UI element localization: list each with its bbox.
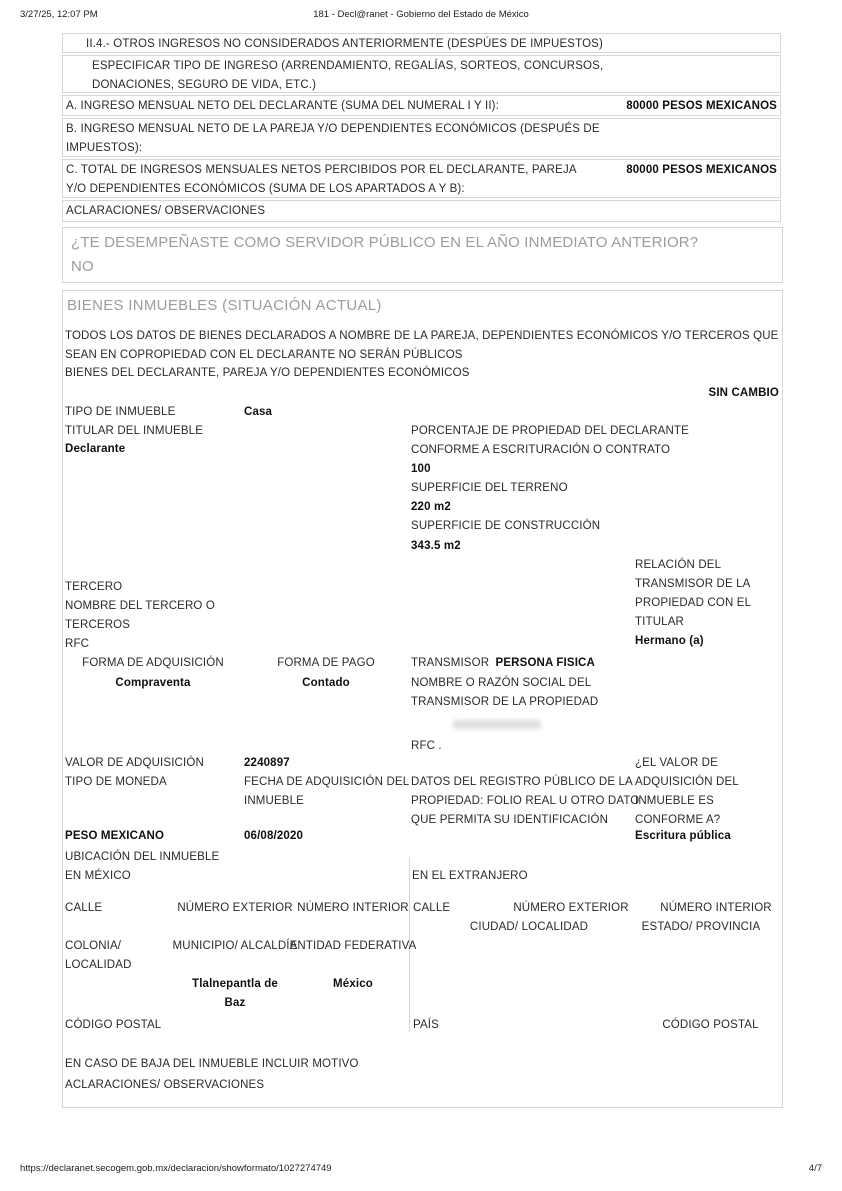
porcentaje-label: PORCENTAJE DE PROPIEDAD DEL DECLARANTE CONFORME A ESCRITURACIÓN O CONTRATO [411, 425, 689, 456]
servidor-publico-question: ¿TE DESEMPEÑASTE COMO SERVIDOR PÚBLICO EN EL AÑO INMEDIATO ANTERIOR? [71, 234, 699, 251]
document-title: 181 - Decl@ranet - Gobierno del Estado de México [313, 9, 529, 20]
en-mexico-label: EN MÉXICO [65, 870, 131, 882]
row-a-value: 80000 PESOS MEXICANOS [626, 100, 777, 112]
entidad-federativa-value: México [333, 978, 373, 990]
numero-interior-mx-label: NÚMERO INTERIOR [297, 902, 409, 914]
row-c-label: C. TOTAL DE INGRESOS MENSUALES NETOS PERCIBIDOS POR EL DECLARANTE, PAREJA Y/O DEPENDIENTES ECONÓMICOS (SUMA DE LOS APARTADOS A Y B): [66, 164, 577, 195]
forma-pago-value: Contado [302, 677, 350, 689]
tipo-inmueble-value: Casa [244, 406, 273, 418]
tipo-moneda-label: TIPO DE MONEDA [65, 776, 167, 788]
nombre-tercero-label: NOMBRE DEL TERCERO O TERCEROS [65, 600, 215, 631]
baja-inmueble-label: EN CASO DE BAJA DEL INMUEBLE INCLUIR MOTIVO [65, 1058, 359, 1070]
superficie-construccion-value: 343.5 m2 [411, 540, 461, 552]
colonia-label: COLONIA/ LOCALIDAD [65, 940, 132, 971]
valor-adquisicion-value: 2240897 [244, 757, 290, 769]
forma-adquisicion-value: Compraventa [115, 677, 191, 689]
row-b-label: B. INGRESO MENSUAL NETO DE LA PAREJA Y/O DEPENDIENTES ECONÓMICOS (DESPUÉS DE IMPUESTOS): [66, 123, 600, 154]
superficie-terreno-value: 220 m2 [411, 501, 451, 513]
tipo-inmueble-label: TIPO DE INMUEBLE [65, 406, 176, 418]
transmisor-line [411, 654, 595, 673]
row-ii4-label: II.4.- OTROS INGRESOS NO CONSIDERADOS ANTERIORMENTE (DESPÚES DE IMPUESTOS) [86, 38, 603, 50]
en-extranjero-label: EN EL EXTRANJERO [412, 870, 528, 882]
rfc-transmisor-label: RFC . [411, 740, 442, 752]
superficie-construccion-label: SUPERFICIE DE CONSTRUCCIÓN [411, 520, 601, 532]
table-row [62, 95, 781, 116]
row-c-value: 80000 PESOS MEXICANOS [626, 164, 777, 176]
section-title: BIENES INMUEBLES (SITUACIÓN ACTUAL) [67, 297, 382, 314]
titular-label: TITULAR DEL INMUEBLE [65, 425, 204, 437]
titular-value: Declarante [65, 443, 126, 455]
superficie-terreno-label: SUPERFICIE DEL TERRENO [411, 482, 568, 494]
transmisor-label: TRANSMISOR [411, 657, 490, 669]
numero-exterior-mx-label: NÚMERO EXTERIOR [177, 902, 293, 914]
codigo-postal-mx-label: CÓDIGO POSTAL [65, 1019, 162, 1031]
municipio-label: MUNICIPIO/ ALCALDÍA [172, 940, 298, 952]
registro-publico-label: DATOS DEL REGISTRO PÚBLICO DE LA PROPIEDAD: FOLIO REAL U OTRO DATO QUE PERMITA SU IDENTIFICACIÓN [411, 776, 640, 826]
redacted-text [453, 720, 541, 729]
entidad-federativa-label: ENTIDAD FEDERATIVA [289, 940, 417, 952]
valor-conforme-label: ¿EL VALOR DE ADQUISICIÓN DEL INMUEBLE ES CONFORME A? [635, 757, 739, 826]
rfc-tercero-label: RFC [65, 638, 90, 650]
ubicacion-label: UBICACIÓN DEL INMUEBLE [65, 851, 220, 863]
forma-adquisicion-label: FORMA DE ADQUISICIÓN [82, 657, 224, 669]
table-row [62, 118, 781, 157]
row-especificar-label: ESPECIFICAR TIPO DE INGRESO (ARRENDAMIENTO, REGALÍAS, SORTEOS, CONCURSOS, DONACIONES, SEGURO DE VIDA, ETC.) [92, 60, 604, 91]
table-row [62, 55, 781, 93]
servidor-publico-box [62, 227, 783, 283]
calle-ext-label: CALLE [413, 902, 451, 914]
bienes-subtitulo: BIENES DEL DECLARANTE, PAREJA Y/O DEPENDIENTES ECONÓMICOS [65, 367, 470, 379]
bienes-inmuebles-box [62, 290, 783, 1108]
print-url: https://declaranet.secogem.gob.mx/declaracion/showformato/1027274749 [20, 1163, 332, 1174]
ciudad-localidad-label: CIUDAD/ LOCALIDAD [469, 921, 589, 933]
table-row [62, 33, 781, 53]
nombre-razon-social-label: NOMBRE O RAZÓN SOCIAL DEL TRANSMISOR DE LA PROPIEDAD [411, 677, 599, 708]
page-number: 4/7 [808, 1163, 822, 1174]
servidor-publico-answer: NO [71, 258, 94, 275]
tipo-moneda-value: PESO MEXICANO [65, 830, 165, 842]
forma-pago-label: FORMA DE PAGO [277, 657, 375, 669]
row-aclaraciones-label: ACLARACIONES/ OBSERVACIONES [66, 205, 266, 217]
aclaraciones-label: ACLARACIONES/ OBSERVACIONES [65, 1079, 265, 1091]
fecha-adquisicion-value: 06/08/2020 [244, 830, 304, 842]
tercero-label: TERCERO [65, 581, 123, 593]
relacion-transmisor-label: RELACIÓN DEL TRANSMISOR DE LA PROPIEDAD CON EL TITULAR [635, 559, 751, 628]
codigo-postal-ext-label: CÓDIGO POSTAL [662, 1019, 759, 1031]
valor-conforme-value: Escritura pública [635, 830, 731, 842]
numero-exterior-ext-label: NÚMERO EXTERIOR [513, 902, 629, 914]
valor-adquisicion-label: VALOR DE ADQUISICIÓN [65, 757, 204, 769]
sin-cambio-badge: SIN CAMBIO [708, 387, 779, 399]
numero-interior-ext-label: NÚMERO INTERIOR [660, 902, 772, 914]
pais-label: PAÍS [413, 1019, 439, 1031]
relacion-transmisor-value: Hermano (a) [635, 635, 704, 647]
table-row [62, 159, 781, 198]
nota-publicidad: TODOS LOS DATOS DE BIENES DECLARADOS A NOMBRE DE LA PAREJA, DEPENDIENTES ECONÓMICOS Y/O TERCEROS QUE SEAN EN COPROPIEDAD CON EL DECLARANTE NO SERÁN PÚBLICOS [65, 330, 779, 361]
table-row [62, 200, 781, 222]
row-a-label: A. INGRESO MENSUAL NETO DEL DECLARANTE (SUMA DEL NUMERAL I Y II): [66, 100, 500, 112]
fecha-adquisicion-label: FECHA DE ADQUISICIÓN DEL INMUEBLE [244, 776, 409, 807]
estado-provincia-label: ESTADO/ PROVINCIA [641, 921, 761, 933]
ingresos-table [62, 33, 783, 224]
calle-mx-label: CALLE [65, 902, 103, 914]
transmisor-value: PERSONA FISICA [495, 657, 595, 669]
print-datetime: 3/27/25, 12:07 PM [20, 9, 98, 20]
porcentaje-value: 100 [411, 463, 431, 475]
municipio-value: Tlalnepantla de Baz [192, 978, 278, 1009]
